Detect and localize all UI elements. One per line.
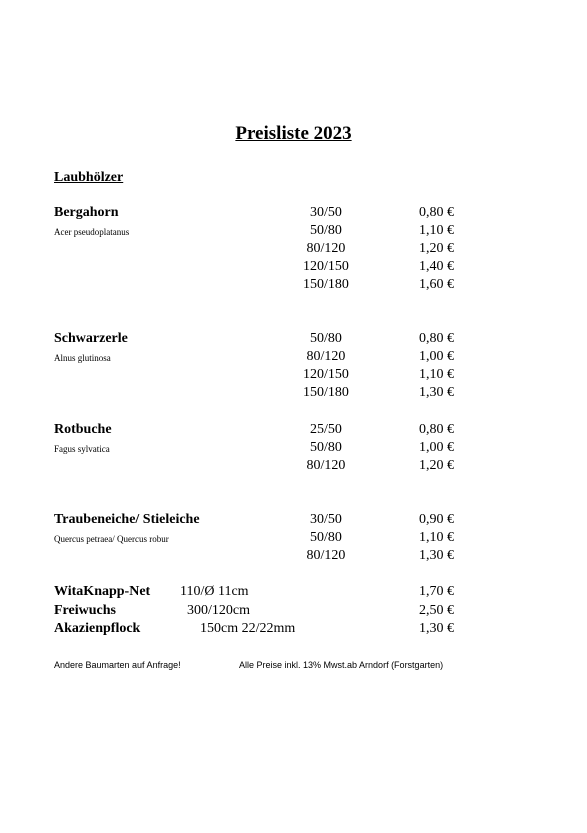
price-cell: 1,10 € [419,530,454,545]
price-cell: 1,60 € [419,277,454,292]
extra-item-spec: 110/Ø 11cm [180,584,249,599]
size-cell: 80/120 [306,241,346,256]
extra-item-name: WitaKnapp-Net [54,584,151,599]
price-cell: 0,80 € [419,422,454,437]
price-cell: 1,40 € [419,259,454,274]
size-cell: 80/120 [306,458,346,473]
size-cell: 150/180 [303,277,349,292]
size-cell: 80/120 [306,548,346,563]
species-latin: Fagus sylvatica [54,444,110,454]
size-cell: 120/150 [303,259,349,274]
price-cell: 0,90 € [419,512,454,527]
species-name: Schwarzerle [54,331,128,346]
extra-item-spec: 300/120cm [187,603,250,618]
price-cell: 1,30 € [419,621,454,636]
price-cell: 1,00 € [419,440,454,455]
species-latin: Alnus glutinosa [54,353,111,363]
size-cell: 50/80 [310,331,342,346]
price-cell: 0,80 € [419,205,454,220]
price-cell: 1,20 € [419,458,454,473]
price-cell: 1,00 € [419,349,454,364]
species-latin: Acer pseudoplatanus [54,227,130,237]
extra-item-name: Freiwuchs [54,603,116,618]
price-cell: 1,70 € [419,584,454,599]
price-cell: 1,20 € [419,241,454,256]
price-cell: 1,30 € [419,385,454,400]
section-heading: Laubhölzer [54,170,124,185]
price-cell: 1,30 € [419,548,454,563]
size-cell: 50/80 [310,530,342,545]
species-name: Rotbuche [54,422,112,437]
size-cell: 50/80 [310,440,342,455]
size-cell: 30/50 [310,205,342,220]
price-cell: 0,80 € [419,331,454,346]
size-cell: 80/120 [306,349,346,364]
price-cell: 1,10 € [419,223,454,238]
footer-note-left: Andere Baumarten auf Anfrage! [54,660,181,670]
species-name: Bergahorn [54,205,119,220]
price-cell: 1,10 € [419,367,454,382]
size-cell: 30/50 [310,512,342,527]
species-name: Traubeneiche/ Stieleiche [54,512,200,527]
size-cell: 150/180 [303,385,349,400]
extra-item-spec: 150cm 22/22mm [200,621,296,636]
size-cell: 25/50 [310,422,342,437]
footer-note-right: Alle Preise inkl. 13% Mwst.ab Arndorf (Forstgarten) [239,660,444,670]
size-cell: 50/80 [310,223,342,238]
price-cell: 2,50 € [419,603,454,618]
extra-item-name: Akazienpflock [54,621,141,636]
species-latin: Quercus petraea/ Quercus robur [54,534,169,544]
page-title: Preisliste 2023 [235,123,352,144]
size-cell: 120/150 [303,367,349,382]
